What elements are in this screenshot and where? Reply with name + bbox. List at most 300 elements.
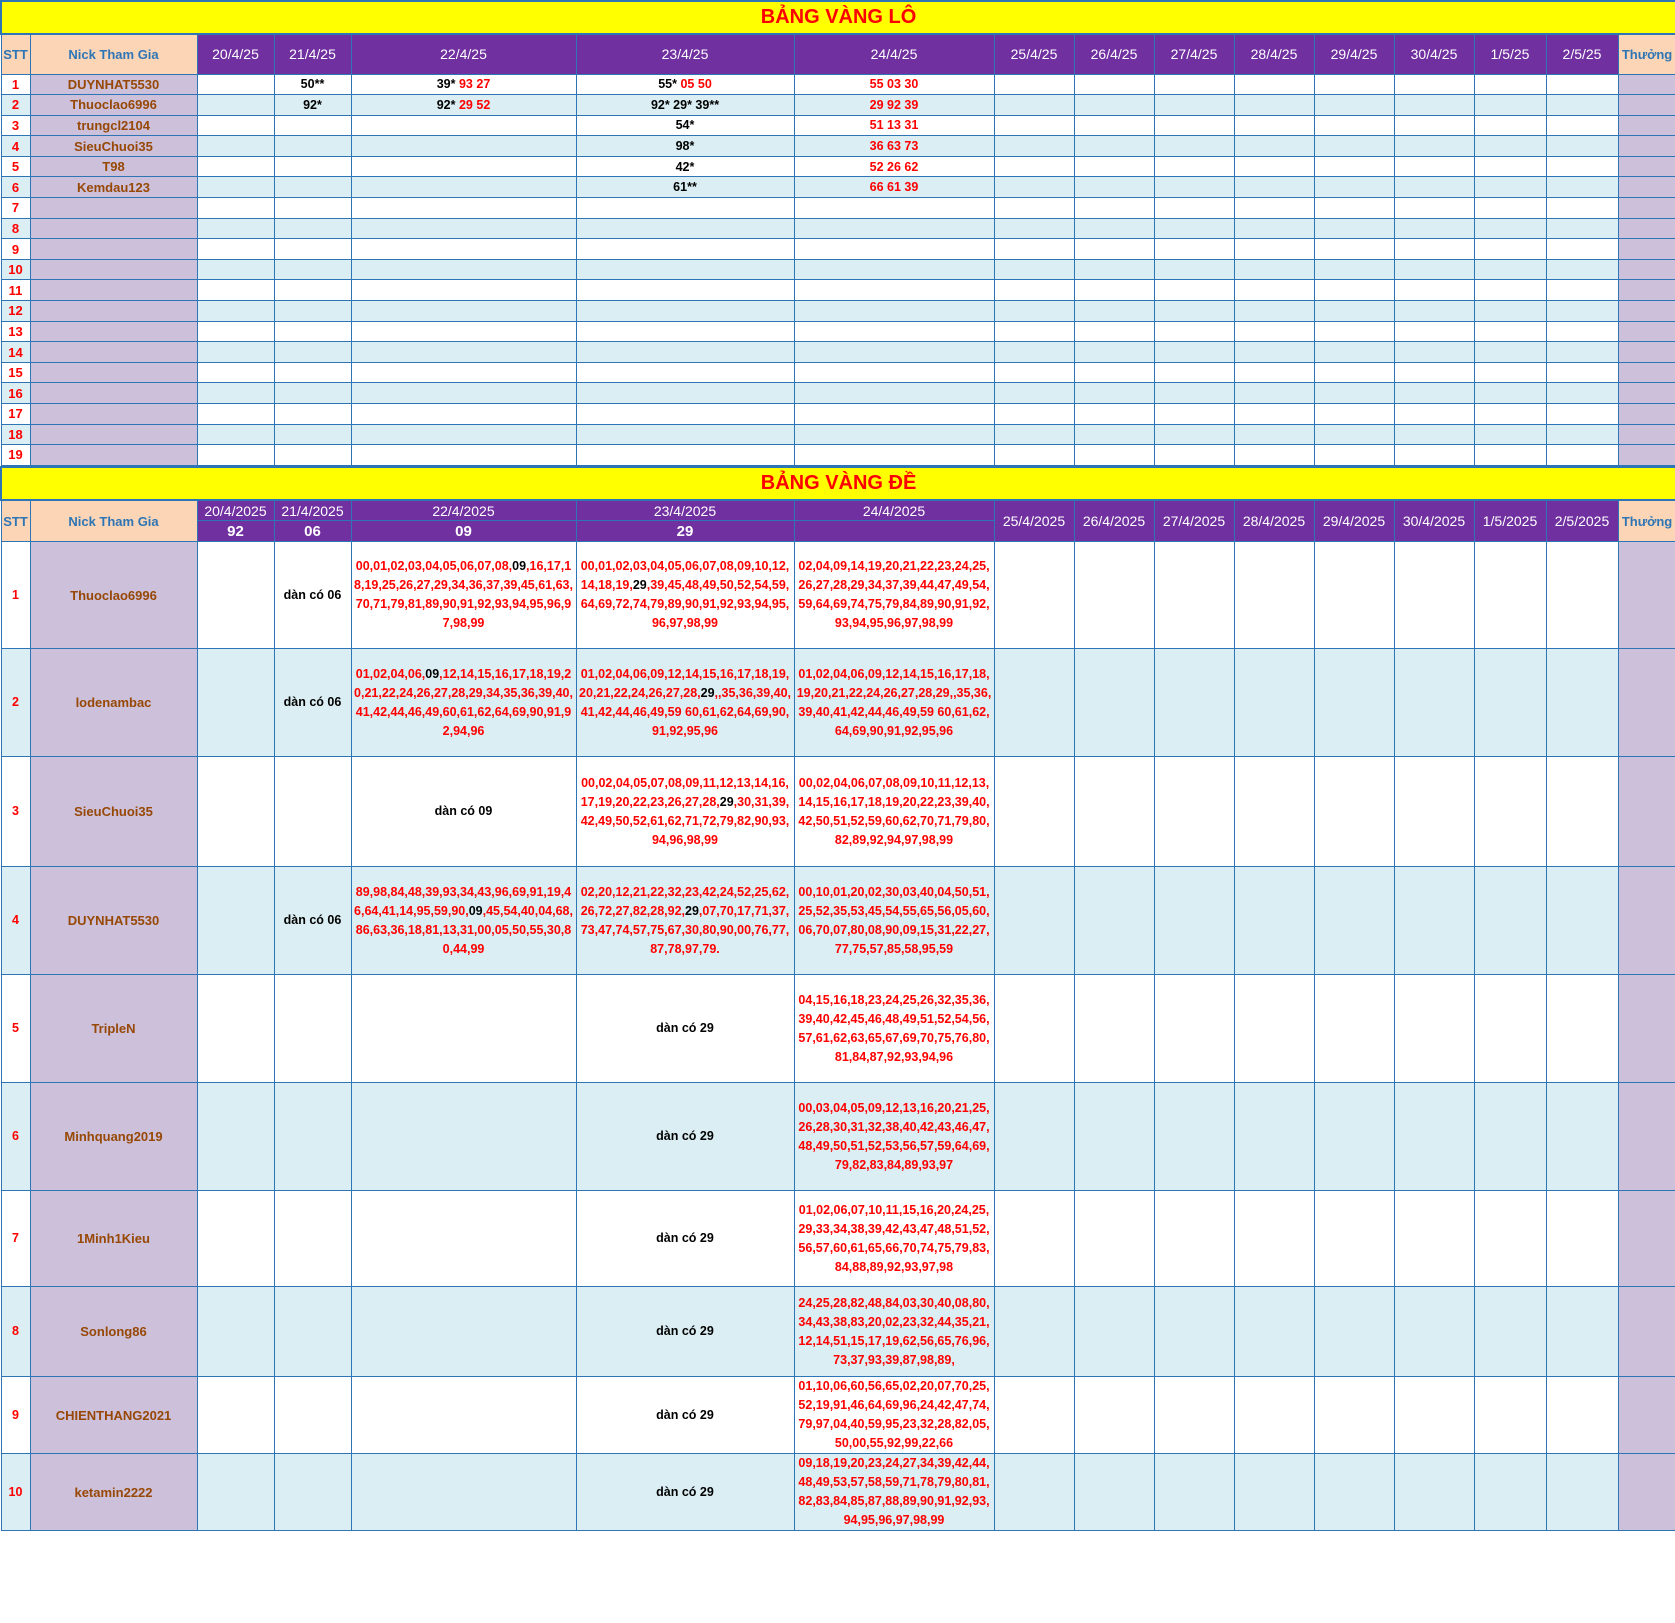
lo-cell-empty[interactable] <box>1154 115 1234 136</box>
de-date-header[interactable]: 28/4/2025 <box>1234 500 1314 542</box>
lo-cell-empty[interactable] <box>994 115 1074 136</box>
lo-cell-empty[interactable] <box>1234 239 1314 260</box>
lo-cell-empty[interactable] <box>1234 301 1314 322</box>
lo-cell-empty[interactable] <box>1394 321 1474 342</box>
de-cell-22-4[interactable] <box>351 1083 576 1191</box>
lo-cell-empty[interactable] <box>1546 177 1618 198</box>
lo-date-header[interactable]: 22/4/25 <box>351 34 576 74</box>
lo-cell-empty[interactable] <box>1234 74 1314 95</box>
de-cell-empty[interactable] <box>1074 1454 1154 1531</box>
de-cell-21-4[interactable] <box>274 1454 351 1531</box>
lo-cell-empty[interactable] <box>1394 404 1474 425</box>
de-cell-22-4[interactable] <box>351 867 576 975</box>
row-nick[interactable] <box>30 301 197 322</box>
de-cell-empty[interactable] <box>1314 649 1394 757</box>
de-cell-empty[interactable] <box>1234 975 1314 1083</box>
row-nick[interactable]: T98 <box>30 156 197 177</box>
de-cell-22-4[interactable] <box>351 1191 576 1287</box>
lo-date-header[interactable]: 21/4/25 <box>274 34 351 74</box>
de-cell-22-4[interactable] <box>351 1377 576 1454</box>
lo-cell-23-4[interactable] <box>576 424 794 445</box>
de-cell-empty[interactable] <box>1546 1454 1618 1531</box>
lo-cell-empty[interactable] <box>1314 136 1394 157</box>
lo-cell-empty[interactable] <box>1234 136 1314 157</box>
lo-cell-24-4[interactable] <box>794 362 994 383</box>
de-date-header[interactable]: 30/4/2025 <box>1394 500 1474 542</box>
de-cell-empty[interactable] <box>994 1454 1074 1531</box>
lo-stt-header[interactable]: STT <box>1 34 30 74</box>
lo-cell-empty[interactable] <box>1314 424 1394 445</box>
lo-cell-empty[interactable] <box>994 404 1074 425</box>
de-date-header[interactable]: 25/4/2025 <box>994 500 1074 542</box>
lo-cell-empty[interactable] <box>1474 198 1546 219</box>
lo-cell-empty[interactable] <box>994 301 1074 322</box>
lo-cell-empty[interactable] <box>1074 383 1154 404</box>
lo-cell-empty[interactable] <box>1314 259 1394 280</box>
row-stt[interactable]: 18 <box>1 424 30 445</box>
lo-cell-21-4[interactable] <box>274 362 351 383</box>
lo-cell-20-4[interactable] <box>197 74 274 95</box>
lo-cell-20-4[interactable] <box>197 198 274 219</box>
lo-cell-22-4[interactable] <box>351 218 576 239</box>
de-cell-24-4[interactable] <box>794 1377 994 1454</box>
de-cell-empty[interactable] <box>1314 1454 1394 1531</box>
row-reward[interactable] <box>1618 542 1675 649</box>
lo-cell-empty[interactable] <box>1154 445 1234 466</box>
lo-cell-21-4[interactable] <box>274 177 351 198</box>
row-stt[interactable]: 1 <box>1 74 30 95</box>
lo-cell-22-4[interactable] <box>351 177 576 198</box>
lo-cell-empty[interactable] <box>1154 239 1234 260</box>
de-date-header[interactable]: 2/5/2025 <box>1546 500 1618 542</box>
lo-cell-20-4[interactable] <box>197 239 274 260</box>
row-reward[interactable] <box>1618 445 1675 466</box>
lo-cell-empty[interactable] <box>1394 177 1474 198</box>
de-cell-empty[interactable] <box>1394 1377 1474 1454</box>
de-cell-empty[interactable] <box>1074 757 1154 867</box>
de-cell-22-4[interactable] <box>351 649 576 757</box>
de-cell-empty[interactable] <box>1234 1454 1314 1531</box>
lo-cell-empty[interactable] <box>1314 301 1394 322</box>
de-cell-empty[interactable] <box>1234 867 1314 975</box>
lo-cell-empty[interactable] <box>1074 95 1154 116</box>
lo-cell-empty[interactable] <box>1234 445 1314 466</box>
de-cell-empty[interactable] <box>1074 1191 1154 1287</box>
lo-cell-empty[interactable] <box>1314 321 1394 342</box>
lo-cell-empty[interactable] <box>1474 239 1546 260</box>
row-reward[interactable] <box>1618 177 1675 198</box>
row-nick[interactable]: Minhquang2019 <box>30 1083 197 1191</box>
lo-cell-empty[interactable] <box>1546 156 1618 177</box>
row-stt[interactable]: 5 <box>1 975 30 1083</box>
lo-cell-24-4[interactable] <box>794 177 994 198</box>
de-cell-empty[interactable] <box>1474 975 1546 1083</box>
lo-cell-24-4[interactable] <box>794 342 994 363</box>
lo-cell-23-4[interactable] <box>576 321 794 342</box>
lo-cell-24-4[interactable] <box>794 115 994 136</box>
de-cell-empty[interactable] <box>994 1287 1074 1377</box>
lo-date-header[interactable]: 25/4/25 <box>994 34 1074 74</box>
row-stt[interactable]: 3 <box>1 757 30 867</box>
row-nick[interactable]: Sonlong86 <box>30 1287 197 1377</box>
lo-cell-empty[interactable] <box>1546 424 1618 445</box>
lo-cell-21-4[interactable] <box>274 383 351 404</box>
lo-cell-empty[interactable] <box>1154 342 1234 363</box>
de-cell-23-4[interactable] <box>576 1083 794 1191</box>
de-cell-23-4[interactable] <box>576 1454 794 1531</box>
de-cell-24-4[interactable] <box>794 975 994 1083</box>
row-stt[interactable]: 9 <box>1 1377 30 1454</box>
de-cell-23-4[interactable] <box>576 542 794 649</box>
de-cell-empty[interactable] <box>1394 542 1474 649</box>
lo-cell-20-4[interactable] <box>197 95 274 116</box>
de-cell-empty[interactable] <box>1394 649 1474 757</box>
lo-cell-empty[interactable] <box>1154 198 1234 219</box>
de-result[interactable] <box>794 521 994 542</box>
de-cell-empty[interactable] <box>1546 1191 1618 1287</box>
row-nick[interactable]: ketamin2222 <box>30 1454 197 1531</box>
lo-cell-empty[interactable] <box>994 218 1074 239</box>
lo-cell-empty[interactable] <box>1394 383 1474 404</box>
de-cell-24-4[interactable] <box>794 649 994 757</box>
lo-cell-empty[interactable] <box>1154 383 1234 404</box>
lo-cell-23-4[interactable] <box>576 259 794 280</box>
lo-cell-empty[interactable] <box>1154 321 1234 342</box>
lo-cell-empty[interactable] <box>1314 156 1394 177</box>
lo-cell-empty[interactable] <box>1314 74 1394 95</box>
de-cell-empty[interactable] <box>994 649 1074 757</box>
lo-date-header[interactable]: 1/5/25 <box>1474 34 1546 74</box>
de-cell-empty[interactable] <box>994 757 1074 867</box>
row-nick[interactable]: lodenambac <box>30 649 197 757</box>
lo-cell-21-4[interactable] <box>274 136 351 157</box>
lo-cell-20-4[interactable] <box>197 136 274 157</box>
lo-cell-empty[interactable] <box>1546 115 1618 136</box>
lo-cell-21-4[interactable] <box>274 404 351 425</box>
row-stt[interactable]: 13 <box>1 321 30 342</box>
row-stt[interactable]: 5 <box>1 156 30 177</box>
lo-cell-20-4[interactable] <box>197 177 274 198</box>
de-cell-empty[interactable] <box>1546 1377 1618 1454</box>
lo-cell-empty[interactable] <box>1546 95 1618 116</box>
de-cell-20-4[interactable] <box>197 1083 274 1191</box>
lo-cell-21-4[interactable] <box>274 445 351 466</box>
de-cell-empty[interactable] <box>1234 1287 1314 1377</box>
lo-cell-empty[interactable] <box>1154 301 1234 322</box>
lo-cell-empty[interactable] <box>1234 383 1314 404</box>
lo-cell-empty[interactable] <box>1154 259 1234 280</box>
lo-cell-empty[interactable] <box>1474 280 1546 301</box>
lo-cell-empty[interactable] <box>1074 156 1154 177</box>
row-nick[interactable]: CHIENTHANG2021 <box>30 1377 197 1454</box>
lo-cell-empty[interactable] <box>1394 95 1474 116</box>
lo-cell-empty[interactable] <box>1474 115 1546 136</box>
row-nick[interactable]: trungcl2104 <box>30 115 197 136</box>
de-cell-empty[interactable] <box>1314 542 1394 649</box>
lo-cell-empty[interactable] <box>1074 342 1154 363</box>
lo-cell-24-4[interactable] <box>794 218 994 239</box>
row-nick[interactable]: DUYNHAT5530 <box>30 867 197 975</box>
lo-cell-20-4[interactable] <box>197 115 274 136</box>
de-date-header[interactable]: 21/4/2025 <box>274 500 351 521</box>
row-reward[interactable] <box>1618 136 1675 157</box>
de-cell-empty[interactable] <box>1154 1191 1234 1287</box>
lo-cell-empty[interactable] <box>1154 156 1234 177</box>
de-cell-empty[interactable] <box>1474 1083 1546 1191</box>
lo-cell-empty[interactable] <box>1074 404 1154 425</box>
lo-cell-empty[interactable] <box>1394 239 1474 260</box>
de-nick-header[interactable]: Nick Tham Gia <box>30 500 197 542</box>
lo-cell-22-4[interactable] <box>351 445 576 466</box>
de-cell-23-4[interactable] <box>576 867 794 975</box>
de-cell-empty[interactable] <box>1234 757 1314 867</box>
lo-date-header[interactable]: 20/4/25 <box>197 34 274 74</box>
de-stt-header[interactable]: STT <box>1 500 30 542</box>
row-stt[interactable]: 19 <box>1 445 30 466</box>
lo-cell-empty[interactable] <box>1154 218 1234 239</box>
de-cell-empty[interactable] <box>1474 757 1546 867</box>
lo-cell-empty[interactable] <box>1474 259 1546 280</box>
row-stt[interactable]: 6 <box>1 1083 30 1191</box>
lo-cell-empty[interactable] <box>1074 362 1154 383</box>
lo-cell-empty[interactable] <box>994 95 1074 116</box>
row-nick[interactable] <box>30 239 197 260</box>
de-cell-empty[interactable] <box>1546 649 1618 757</box>
row-reward[interactable] <box>1618 757 1675 867</box>
lo-cell-empty[interactable] <box>1234 259 1314 280</box>
de-cell-21-4[interactable] <box>274 975 351 1083</box>
de-cell-empty[interactable] <box>1546 542 1618 649</box>
de-cell-empty[interactable] <box>994 867 1074 975</box>
lo-cell-empty[interactable] <box>1474 218 1546 239</box>
row-stt[interactable]: 14 <box>1 342 30 363</box>
lo-cell-empty[interactable] <box>1474 177 1546 198</box>
lo-date-header[interactable]: 28/4/25 <box>1234 34 1314 74</box>
lo-cell-empty[interactable] <box>1314 239 1394 260</box>
lo-cell-empty[interactable] <box>1394 445 1474 466</box>
de-cell-21-4[interactable] <box>274 1191 351 1287</box>
row-stt[interactable]: 10 <box>1 1454 30 1531</box>
de-cell-20-4[interactable] <box>197 757 274 867</box>
row-stt[interactable]: 17 <box>1 404 30 425</box>
lo-cell-empty[interactable] <box>1074 301 1154 322</box>
de-cell-empty[interactable] <box>1394 1083 1474 1191</box>
de-cell-empty[interactable] <box>1314 1377 1394 1454</box>
lo-cell-20-4[interactable] <box>197 404 274 425</box>
row-stt[interactable]: 15 <box>1 362 30 383</box>
lo-cell-empty[interactable] <box>994 383 1074 404</box>
lo-cell-empty[interactable] <box>1234 321 1314 342</box>
row-nick[interactable]: DUYNHAT5530 <box>30 74 197 95</box>
lo-cell-23-4[interactable] <box>576 95 794 116</box>
lo-cell-empty[interactable] <box>1234 115 1314 136</box>
lo-cell-24-4[interactable] <box>794 259 994 280</box>
lo-cell-20-4[interactable] <box>197 218 274 239</box>
lo-cell-empty[interactable] <box>1154 362 1234 383</box>
de-cell-empty[interactable] <box>1474 1287 1546 1377</box>
de-cell-empty[interactable] <box>1394 1191 1474 1287</box>
de-cell-empty[interactable] <box>1234 1191 1314 1287</box>
de-cell-21-4[interactable] <box>274 542 351 649</box>
row-reward[interactable] <box>1618 239 1675 260</box>
row-reward[interactable] <box>1618 301 1675 322</box>
lo-cell-empty[interactable] <box>1474 424 1546 445</box>
lo-cell-24-4[interactable] <box>794 404 994 425</box>
lo-cell-22-4[interactable] <box>351 198 576 219</box>
de-cell-22-4[interactable] <box>351 757 576 867</box>
row-reward[interactable] <box>1618 362 1675 383</box>
lo-cell-21-4[interactable] <box>274 321 351 342</box>
lo-cell-24-4[interactable] <box>794 136 994 157</box>
lo-cell-empty[interactable] <box>1546 383 1618 404</box>
lo-cell-empty[interactable] <box>1546 362 1618 383</box>
lo-cell-empty[interactable] <box>1474 404 1546 425</box>
row-stt[interactable]: 6 <box>1 177 30 198</box>
lo-cell-empty[interactable] <box>1234 198 1314 219</box>
lo-cell-empty[interactable] <box>1314 404 1394 425</box>
lo-cell-empty[interactable] <box>1074 321 1154 342</box>
lo-cell-empty[interactable] <box>1314 383 1394 404</box>
de-cell-22-4[interactable] <box>351 1287 576 1377</box>
de-result[interactable]: 92 <box>197 521 274 542</box>
de-cell-empty[interactable] <box>1546 867 1618 975</box>
row-nick[interactable]: SieuChuoi35 <box>30 757 197 867</box>
lo-cell-empty[interactable] <box>1394 136 1474 157</box>
de-cell-23-4[interactable] <box>576 975 794 1083</box>
lo-cell-20-4[interactable] <box>197 156 274 177</box>
de-date-header[interactable]: 22/4/2025 <box>351 500 576 521</box>
de-cell-empty[interactable] <box>1546 975 1618 1083</box>
lo-cell-24-4[interactable] <box>794 156 994 177</box>
lo-cell-23-4[interactable] <box>576 404 794 425</box>
lo-cell-empty[interactable] <box>1474 74 1546 95</box>
lo-cell-empty[interactable] <box>994 239 1074 260</box>
lo-cell-22-4[interactable] <box>351 95 576 116</box>
lo-cell-21-4[interactable] <box>274 280 351 301</box>
de-cell-empty[interactable] <box>1546 757 1618 867</box>
row-reward[interactable] <box>1618 218 1675 239</box>
lo-cell-empty[interactable] <box>1074 198 1154 219</box>
lo-cell-empty[interactable] <box>994 74 1074 95</box>
lo-cell-empty[interactable] <box>1154 136 1234 157</box>
lo-cell-empty[interactable] <box>994 342 1074 363</box>
de-cell-empty[interactable] <box>1546 1287 1618 1377</box>
lo-cell-empty[interactable] <box>1474 362 1546 383</box>
lo-cell-23-4[interactable] <box>576 362 794 383</box>
lo-cell-24-4[interactable] <box>794 239 994 260</box>
lo-cell-24-4[interactable] <box>794 280 994 301</box>
lo-cell-empty[interactable] <box>1394 156 1474 177</box>
de-date-header[interactable]: 1/5/2025 <box>1474 500 1546 542</box>
lo-cell-empty[interactable] <box>1074 424 1154 445</box>
de-cell-24-4[interactable] <box>794 1454 994 1531</box>
lo-cell-21-4[interactable] <box>274 198 351 219</box>
de-reward-header[interactable]: Thưởng <box>1618 500 1675 542</box>
lo-cell-23-4[interactable] <box>576 383 794 404</box>
lo-cell-22-4[interactable] <box>351 239 576 260</box>
de-cell-empty[interactable] <box>1314 975 1394 1083</box>
lo-cell-empty[interactable] <box>1314 280 1394 301</box>
lo-cell-22-4[interactable] <box>351 259 576 280</box>
de-cell-empty[interactable] <box>1474 542 1546 649</box>
lo-cell-empty[interactable] <box>1234 156 1314 177</box>
lo-cell-22-4[interactable] <box>351 424 576 445</box>
lo-cell-empty[interactable] <box>994 424 1074 445</box>
lo-cell-empty[interactable] <box>1474 95 1546 116</box>
lo-cell-22-4[interactable] <box>351 342 576 363</box>
lo-cell-empty[interactable] <box>1234 424 1314 445</box>
lo-cell-empty[interactable] <box>1314 198 1394 219</box>
row-nick[interactable] <box>30 342 197 363</box>
row-nick[interactable] <box>30 424 197 445</box>
lo-date-header[interactable]: 30/4/25 <box>1394 34 1474 74</box>
lo-cell-20-4[interactable] <box>197 321 274 342</box>
de-cell-21-4[interactable] <box>274 649 351 757</box>
de-cell-empty[interactable] <box>1314 757 1394 867</box>
lo-cell-22-4[interactable] <box>351 280 576 301</box>
lo-cell-22-4[interactable] <box>351 321 576 342</box>
lo-cell-20-4[interactable] <box>197 301 274 322</box>
row-stt[interactable]: 1 <box>1 542 30 649</box>
lo-cell-empty[interactable] <box>1154 424 1234 445</box>
lo-cell-22-4[interactable] <box>351 362 576 383</box>
lo-cell-22-4[interactable] <box>351 383 576 404</box>
de-cell-empty[interactable] <box>1474 1454 1546 1531</box>
de-cell-empty[interactable] <box>1074 975 1154 1083</box>
de-cell-24-4[interactable] <box>794 757 994 867</box>
lo-cell-empty[interactable] <box>1234 177 1314 198</box>
row-nick[interactable] <box>30 280 197 301</box>
de-cell-21-4[interactable] <box>274 757 351 867</box>
lo-cell-empty[interactable] <box>1234 342 1314 363</box>
row-reward[interactable] <box>1618 424 1675 445</box>
lo-cell-empty[interactable] <box>1074 280 1154 301</box>
de-cell-empty[interactable] <box>1394 867 1474 975</box>
de-cell-empty[interactable] <box>1394 1287 1474 1377</box>
row-reward[interactable] <box>1618 867 1675 975</box>
lo-cell-empty[interactable] <box>1546 301 1618 322</box>
row-reward[interactable] <box>1618 1191 1675 1287</box>
de-cell-21-4[interactable] <box>274 1377 351 1454</box>
lo-cell-empty[interactable] <box>1394 301 1474 322</box>
lo-cell-empty[interactable] <box>1474 383 1546 404</box>
row-nick[interactable] <box>30 362 197 383</box>
de-cell-empty[interactable] <box>994 1191 1074 1287</box>
lo-cell-empty[interactable] <box>994 156 1074 177</box>
lo-cell-22-4[interactable] <box>351 301 576 322</box>
row-nick[interactable]: Thuoclao6996 <box>30 542 197 649</box>
row-nick[interactable]: Kemdau123 <box>30 177 197 198</box>
lo-cell-21-4[interactable] <box>274 301 351 322</box>
lo-cell-21-4[interactable] <box>274 239 351 260</box>
lo-cell-empty[interactable] <box>994 362 1074 383</box>
de-cell-20-4[interactable] <box>197 1377 274 1454</box>
lo-cell-empty[interactable] <box>1314 177 1394 198</box>
lo-cell-empty[interactable] <box>1314 362 1394 383</box>
lo-cell-20-4[interactable] <box>197 342 274 363</box>
row-nick[interactable] <box>30 404 197 425</box>
lo-cell-empty[interactable] <box>1074 115 1154 136</box>
lo-cell-21-4[interactable] <box>274 259 351 280</box>
de-cell-20-4[interactable] <box>197 1191 274 1287</box>
row-reward[interactable] <box>1618 198 1675 219</box>
lo-cell-20-4[interactable] <box>197 362 274 383</box>
de-date-header[interactable]: 26/4/2025 <box>1074 500 1154 542</box>
row-stt[interactable]: 3 <box>1 115 30 136</box>
lo-cell-23-4[interactable] <box>576 115 794 136</box>
lo-cell-empty[interactable] <box>1394 198 1474 219</box>
de-cell-21-4[interactable] <box>274 867 351 975</box>
